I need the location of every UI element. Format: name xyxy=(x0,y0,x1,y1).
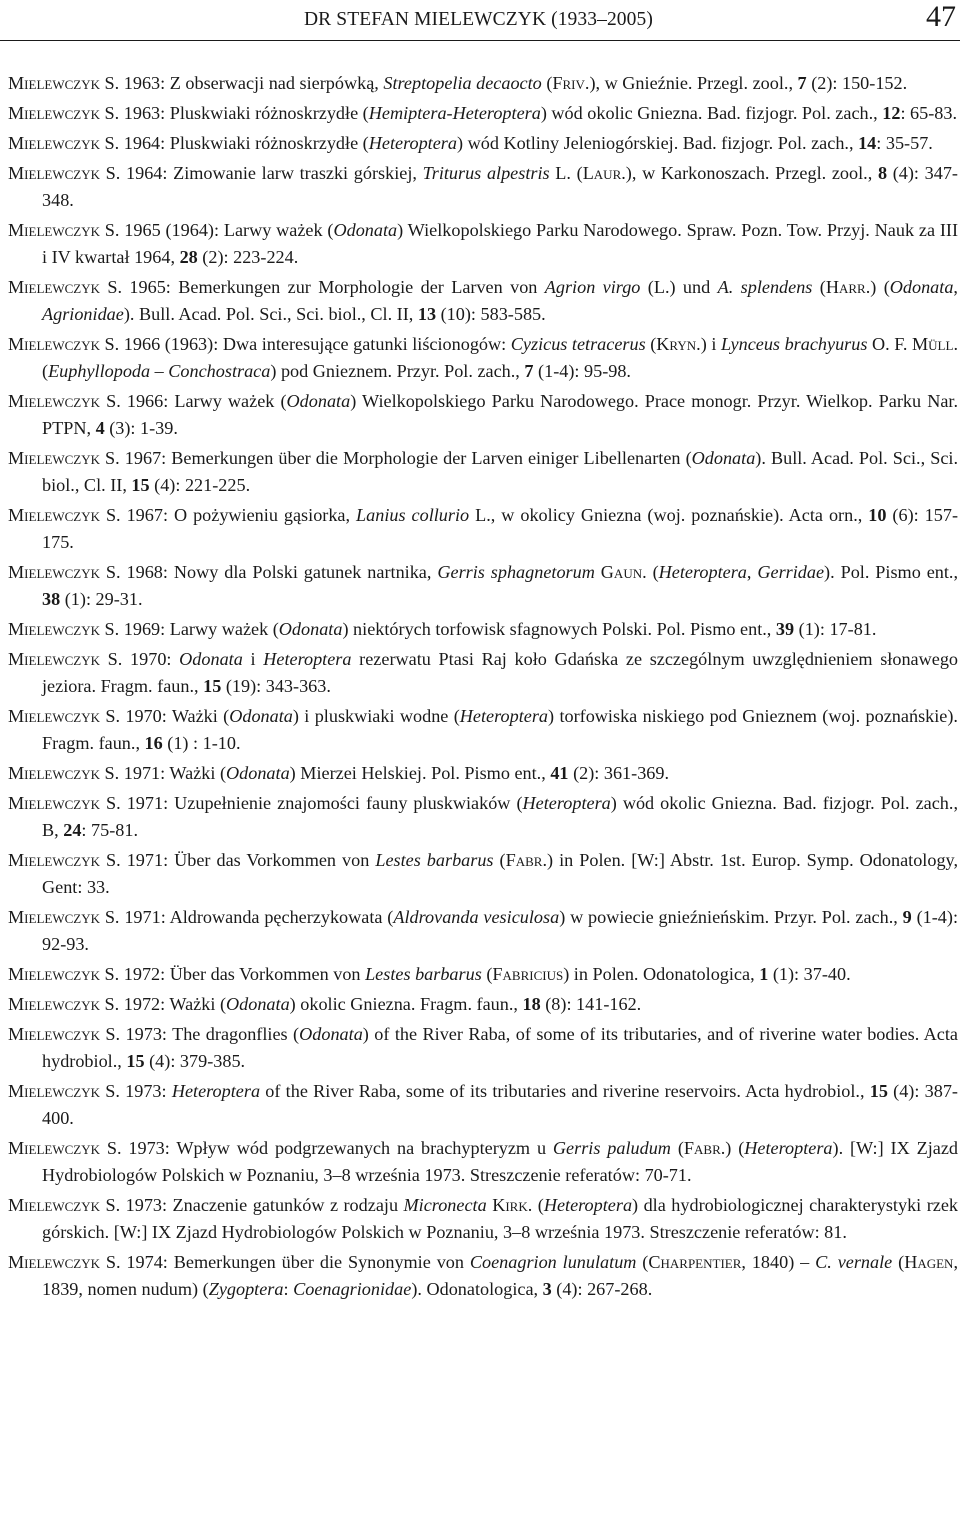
reference-text: Lestes barbarus xyxy=(375,850,494,870)
reference-text: 1966 (1963): Dwa interesujące gatunki liścionogów: xyxy=(123,334,511,354)
reference-text: Odonata xyxy=(179,649,243,669)
reference-text: 1966: Larwy ważek ( xyxy=(126,391,287,411)
reference-entry xyxy=(8,100,958,127)
reference-text: ) i pluskwiaki wodne ( xyxy=(292,706,460,726)
reference-text: Hagen xyxy=(904,1252,954,1272)
reference-text: , xyxy=(953,277,958,297)
reference-text: (2): 223-224. xyxy=(197,247,299,267)
reference-text: (8): 141-162. xyxy=(540,994,642,1014)
reference-text: Lynceus brachyurus xyxy=(720,334,868,354)
reference-text: Coenagrion lunulatum xyxy=(469,1252,637,1272)
reference-text: 15 xyxy=(131,475,150,495)
reference-text: (4): 387-400. xyxy=(42,1081,958,1128)
reference-text: (4): 347-348. xyxy=(42,163,958,210)
reference-text: Heteroptera xyxy=(263,649,352,669)
reference-text: Kirk. xyxy=(492,1195,533,1215)
reference-text: 41 xyxy=(550,763,569,783)
reference-text: O. F. xyxy=(867,334,912,354)
reference-text: ). [W:] IX Zjazd Hydrobiologów Polskich w Poznaniu, 3–8 września 1973. Streszczenie referatów: 70-71. xyxy=(42,1138,958,1185)
reference-text: Odonata xyxy=(229,706,293,726)
reference-entry xyxy=(8,904,958,958)
reference-author: Mielewczyk S. xyxy=(8,1252,121,1272)
reference-text: ) pod Gnieznem. Przyr. Pol. zach., xyxy=(270,361,525,381)
reference-text: 1965 (1964): Larwy ważek ( xyxy=(124,220,334,240)
reference-author: Mielewczyk S. xyxy=(8,133,120,153)
reference-text: 28 xyxy=(179,247,198,267)
reference-text: Odonata xyxy=(278,619,343,639)
reference-text: Odonata xyxy=(889,277,954,297)
reference-text: Heteroptera xyxy=(658,562,747,582)
reference-text: Müll. xyxy=(912,334,958,354)
reference-author: Mielewczyk S. xyxy=(8,994,120,1014)
reference-author: Mielewczyk S. xyxy=(8,1081,120,1101)
reference-entry xyxy=(8,991,958,1018)
reference-author: Mielewczyk S. xyxy=(8,1195,121,1215)
reference-text: ( xyxy=(892,1252,905,1272)
reference-text: Lestes barbarus xyxy=(365,964,482,984)
reference-author: Mielewczyk S. xyxy=(8,907,120,927)
reference-text: 38 xyxy=(42,589,61,609)
reference-text: (2): 361-369. xyxy=(568,763,670,783)
reference-text: , 1840) – xyxy=(741,1252,816,1272)
reference-text: Streptopelia decaocto xyxy=(383,73,542,93)
reference-text: ) torfowiska niskiego pod Gnieznem (woj. poznańskie). Fragm. faun., xyxy=(42,706,958,753)
reference-text: 1964: Pluskwiaki różnoskrzydłe ( xyxy=(123,133,369,153)
reference-entry xyxy=(8,502,958,556)
reference-text: Odonata xyxy=(333,220,398,240)
reference-author: Mielewczyk S. xyxy=(8,793,121,813)
reference-text: rezerwatu Ptasi Raj koło Gdańska ze szczególnym uwzględnieniem słonawego jeziora. Fragm. faun., xyxy=(42,649,959,696)
reference-text: 1972: Ważki ( xyxy=(123,994,227,1014)
reference-text: 39 xyxy=(775,619,795,639)
reference-text: 10 xyxy=(868,505,887,525)
reference-author: Mielewczyk S. xyxy=(8,163,121,183)
reference-text: 15 xyxy=(126,1051,145,1071)
reference-entry xyxy=(8,847,958,901)
reference-entry xyxy=(8,961,958,988)
reference-text: ) i xyxy=(700,334,721,354)
reference-text: A. splendens xyxy=(717,277,813,297)
reference-text: Harr. xyxy=(825,277,871,297)
reference-text: ( xyxy=(541,73,553,93)
reference-entry xyxy=(8,1249,958,1303)
reference-entry xyxy=(8,559,958,613)
reference-text: Agrion virgo xyxy=(544,277,641,297)
reference-author: Mielewczyk S. xyxy=(8,448,120,468)
reference-text: ) niektórych torfowisk sfagnowych Polski. Pol. Pismo ent., xyxy=(342,619,776,639)
reference-text: 1968: Nowy dla Polski gatunek nartnika, xyxy=(126,562,438,582)
reference-text: Heteroptera xyxy=(368,133,457,153)
reference-text: Heteroptera xyxy=(459,706,549,726)
reference-author: Mielewczyk S. xyxy=(8,619,120,639)
reference-text: Euphyllopoda – Conchostraca xyxy=(48,361,271,381)
reference-text: (1-4): 95-98. xyxy=(533,361,631,381)
reference-entry xyxy=(8,1078,958,1132)
reference-text: 12 xyxy=(882,103,901,123)
reference-entry xyxy=(8,760,958,787)
reference-text: ) in Polen. Odonatologica, xyxy=(563,964,760,984)
reference-text: (3): 1-39. xyxy=(104,418,178,438)
reference-text: 1963: Z obserwacji nad sierpówką, xyxy=(123,73,384,93)
page-number: 47 xyxy=(926,0,956,33)
reference-text: Heteroptera xyxy=(171,1081,261,1101)
reference-text: 1971: Ważki ( xyxy=(123,763,227,783)
reference-author: Mielewczyk S. xyxy=(8,850,121,870)
reference-text: Aldrovanda vesiculosa xyxy=(393,907,560,927)
reference-text: (1-4): 92-93. xyxy=(42,907,958,954)
reference-text: ( xyxy=(646,562,659,582)
reference-entry xyxy=(8,646,958,700)
reference-text: : 75-81. xyxy=(81,820,139,840)
reference-text: Gaun. xyxy=(600,562,647,582)
reference-list xyxy=(8,70,958,1306)
reference-text: 1967: Bemerkungen über die Morphologie der Larven einiger Libellenarten ( xyxy=(124,448,692,468)
reference-text: (1): 17-81. xyxy=(794,619,877,639)
reference-text: Triturus alpestris xyxy=(422,163,550,183)
reference-text: ) Wielkopolskiego Parku Narodowego. Spraw. Pozn. Tow. Przyj. Nauk za III i IV kwartał 1964, xyxy=(42,220,959,267)
reference-text: ) w powiecie gnieźnieńskim. Przyr. Pol. zach., xyxy=(559,907,903,927)
reference-text: Gerridae xyxy=(757,562,825,582)
reference-text: 7 xyxy=(524,361,534,381)
reference-text: ) Wielkopolskiego Parku Narodowego. Prace monogr. Przyr. Wielkop. Parku Nar. PTPN, xyxy=(42,391,958,438)
reference-text: Charpentier xyxy=(648,1252,742,1272)
reference-entry xyxy=(8,70,958,97)
reference-text: 13 xyxy=(417,304,437,324)
reference-entry xyxy=(8,703,958,757)
reference-text: 1970: Ważki ( xyxy=(125,706,230,726)
reference-text: Heteroptera xyxy=(522,793,611,813)
header-rule xyxy=(0,40,960,41)
reference-text: ). Odonatologica, xyxy=(411,1279,543,1299)
reference-text: Coenagrionidae xyxy=(293,1279,412,1299)
reference-text: (4): 379-385. xyxy=(144,1051,246,1071)
reference-text: (L.) und xyxy=(640,277,718,297)
reference-text: 14 xyxy=(858,133,877,153)
reference-entry xyxy=(8,217,958,271)
reference-text: L., w okolicy Gniezna (woj. poznańskie). Acta orn., xyxy=(469,505,869,525)
reference-text: : xyxy=(283,1279,294,1299)
reference-text: ). Bull. Acad. Pol. Sci., Sci. biol., Cl. II, xyxy=(123,304,418,324)
reference-author: Mielewczyk S. xyxy=(8,220,120,240)
reference-text: 4 xyxy=(95,418,105,438)
reference-text: 8 xyxy=(877,163,888,183)
reference-text: Kryn. xyxy=(656,334,701,354)
reference-text: : 65-83. xyxy=(900,103,958,123)
reference-text: 1973: Wpływ wód podgrzewanych na brachypteryzm u xyxy=(128,1138,553,1158)
reference-text: (19): 343-363. xyxy=(221,676,331,696)
reference-author: Mielewczyk S. xyxy=(8,277,123,297)
reference-text: 1964: Zimowanie larw traszki górskiej, xyxy=(126,163,423,183)
reference-author: Mielewczyk S. xyxy=(8,649,123,669)
reference-text: 1965: Bemerkungen zur Morphologie der Larven von xyxy=(129,277,545,297)
reference-text: 1973: The dragonflies ( xyxy=(125,1024,300,1044)
reference-text: (2): 150-152. xyxy=(806,73,908,93)
reference-entry xyxy=(8,130,958,157)
reference-text: 1972: Über das Vorkommen von xyxy=(123,964,366,984)
reference-text: Heteroptera xyxy=(744,1138,833,1158)
reference-text: 1971: Über das Vorkommen von xyxy=(126,850,376,870)
reference-text: C. vernale xyxy=(815,1252,893,1272)
reference-text: 3 xyxy=(542,1279,552,1299)
reference-text: ) dla hydrobiologicznej charakterystyki rzek górskich. [W:] IX Zjazd Hydrobiologów Polskich w Poznaniu, 3–8 września 1973. Streszczenie referatów: 81. xyxy=(42,1195,958,1242)
reference-author: Mielewczyk S. xyxy=(8,103,120,123)
reference-entry xyxy=(8,274,958,328)
reference-text: Fabr. xyxy=(505,850,547,870)
reference-text: (4): 267-268. xyxy=(551,1279,653,1299)
reference-text: Hemiptera-Heteroptera xyxy=(368,103,541,123)
reference-text: Gerris paludum xyxy=(552,1138,671,1158)
reference-text: : 35-57. xyxy=(876,133,933,153)
reference-entry xyxy=(8,388,958,442)
reference-text: Gerris sphagnetorum xyxy=(437,562,595,582)
reference-text: 16 xyxy=(144,733,163,753)
reference-text: 7 xyxy=(797,73,807,93)
reference-text: 1967: O pożywieniu gąsiorka, xyxy=(126,505,357,525)
reference-author: Mielewczyk S. xyxy=(8,763,120,783)
reference-text: Odonata xyxy=(226,994,290,1014)
reference-text: (1): 29-31. xyxy=(60,589,143,609)
reference-author: Mielewczyk S. xyxy=(8,334,120,354)
reference-text: ) wód okolic Gniezna. Bad. fizjogr. Pol. zach., B, xyxy=(42,793,958,840)
reference-text: ) ( xyxy=(870,277,890,297)
reference-text: Cyzicus tetracerus xyxy=(510,334,646,354)
reference-author: Mielewczyk S. xyxy=(8,73,120,93)
reference-text: ) wód okolic Gniezna. Bad. fizjogr. Pol. zach., xyxy=(540,103,883,123)
reference-text: ( xyxy=(481,964,493,984)
reference-text: 24 xyxy=(63,820,82,840)
reference-author: Mielewczyk S. xyxy=(8,505,121,525)
reference-text: Micronecta xyxy=(403,1195,487,1215)
reference-author: Mielewczyk S. xyxy=(8,1024,121,1044)
reference-entry xyxy=(8,1135,958,1189)
reference-text: ) of the River Raba, of some of its tributaries, and of riverine water bodies. Acta hydrobiol., xyxy=(42,1024,959,1071)
reference-text: 9 xyxy=(902,907,912,927)
reference-text: ( xyxy=(493,850,506,870)
reference-text: 1970: xyxy=(130,649,180,669)
reference-text: Odonata xyxy=(691,448,756,468)
reference-text: 1974: Bemerkungen über die Synonymie von xyxy=(126,1252,470,1272)
reference-text: Fabricius xyxy=(492,964,564,984)
reference-text: 18 xyxy=(522,994,541,1014)
reference-text: i xyxy=(242,649,264,669)
reference-text: 1971: Uzupełnienie znajomości fauny pluskwiaków ( xyxy=(126,793,523,813)
reference-text: Friv. xyxy=(552,73,590,93)
reference-text: ( xyxy=(42,361,49,381)
reference-text: 15 xyxy=(869,1081,888,1101)
reference-text: ) okolic Gniezna. Fragm. faun., xyxy=(289,994,523,1014)
reference-text: 1973: xyxy=(125,1081,172,1101)
reference-text: ( xyxy=(645,334,657,354)
reference-text: (4): 221-225. xyxy=(149,475,251,495)
reference-text: (6): 157-175. xyxy=(42,505,958,552)
reference-text: ( xyxy=(670,1138,684,1158)
reference-text: , xyxy=(746,562,758,582)
reference-entry xyxy=(8,160,958,214)
reference-text: (1) : 1-10. xyxy=(162,733,241,753)
reference-author: Mielewczyk S. xyxy=(8,391,121,411)
reference-text: ) wód Kotliny Jeleniogórskiej. Bad. fizjogr. Pol. zach., xyxy=(456,133,859,153)
reference-entry xyxy=(8,790,958,844)
reference-text: Fabr. xyxy=(683,1138,726,1158)
reference-text: Odonata xyxy=(286,391,351,411)
reference-text: , 1839, nomen nudum) ( xyxy=(42,1252,958,1299)
reference-text: 1963: Pluskwiaki różnoskrzydłe ( xyxy=(123,103,369,123)
reference-text: 1 xyxy=(759,964,769,984)
reference-text: Heteroptera xyxy=(543,1195,633,1215)
reference-text: Odonata xyxy=(299,1024,363,1044)
reference-text: Laur. xyxy=(582,163,626,183)
reference-text: of the River Raba, some of its tributaries and riverine reservoirs. Acta hydrobiol., xyxy=(260,1081,870,1101)
reference-text: (1): 37-40. xyxy=(768,964,851,984)
reference-entry xyxy=(8,1192,958,1246)
reference-text: Lanius collurio xyxy=(356,505,470,525)
reference-text: L. ( xyxy=(549,163,583,183)
reference-text: ). Bull. Acad. Pol. Sci., Sci. biol., Cl. II, xyxy=(42,448,958,495)
reference-text: ). Pol. Pismo ent., xyxy=(824,562,959,582)
reference-text: 1969: Larwy ważek ( xyxy=(123,619,279,639)
reference-entry xyxy=(8,331,958,385)
reference-text: Odonata xyxy=(226,763,290,783)
running-header xyxy=(0,0,960,40)
reference-text: 1973: Znaczenie gatunków z rodzaju xyxy=(125,1195,404,1215)
reference-text: Zygoptera xyxy=(208,1279,284,1299)
reference-entry xyxy=(8,1021,958,1075)
reference-text: (10): 583-585. xyxy=(436,304,546,324)
reference-author: Mielewczyk S. xyxy=(8,706,120,726)
reference-text: ( xyxy=(532,1195,544,1215)
reference-text: ), w Karkonoszach. Przegl. zool., xyxy=(625,163,878,183)
reference-text: ) in Polen. [W:] Abstr. 1st. Europ. Symp. Odonatology, Gent: 33. xyxy=(42,850,958,897)
reference-text: ( xyxy=(636,1252,649,1272)
reference-text: ( xyxy=(812,277,826,297)
reference-text: ) Mierzei Helskiej. Pol. Pismo ent., xyxy=(289,763,551,783)
running-title: DR STEFAN MIELEWCZYK (1933–2005) xyxy=(304,9,653,30)
reference-text: 1971: Aldrowanda pęcherzykowata ( xyxy=(124,907,394,927)
reference-entry xyxy=(8,616,958,643)
reference-text: ), w Gnieźnie. Przegl. zool., xyxy=(589,73,798,93)
reference-author: Mielewczyk S. xyxy=(8,1138,122,1158)
reference-author: Mielewczyk S. xyxy=(8,964,120,984)
reference-entry xyxy=(8,445,958,499)
reference-text: ) ( xyxy=(725,1138,745,1158)
reference-text: Agrionidae xyxy=(42,304,124,324)
reference-text: 15 xyxy=(203,676,222,696)
reference-author: Mielewczyk S. xyxy=(8,562,121,582)
